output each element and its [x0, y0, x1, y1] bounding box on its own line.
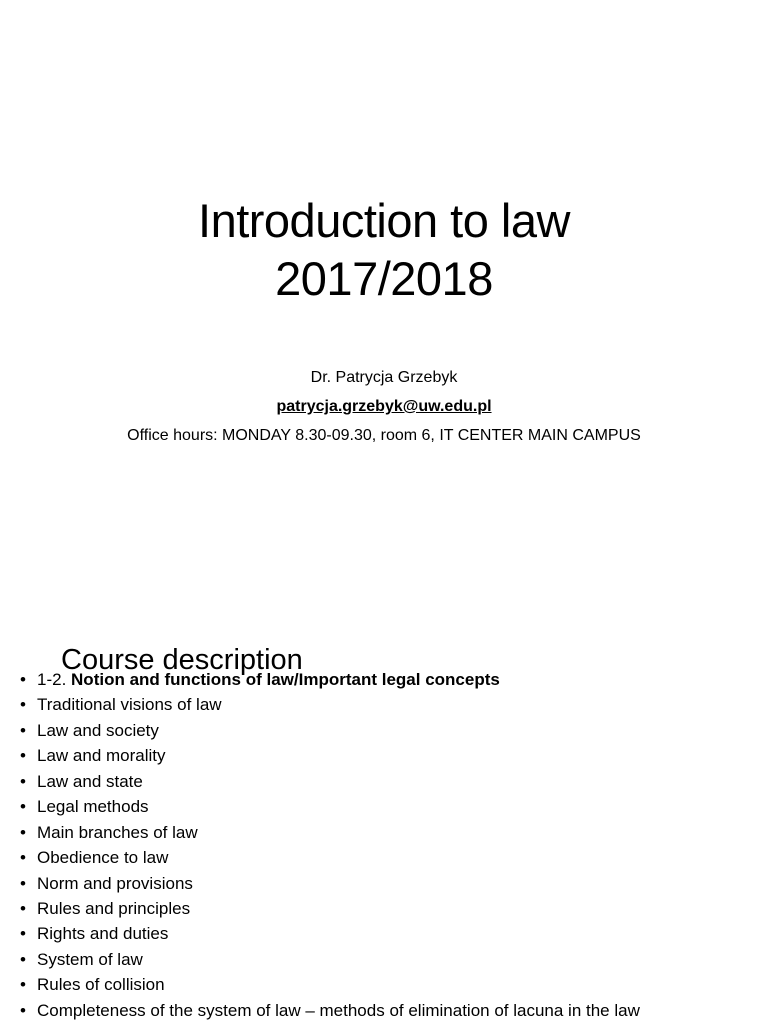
- bullet-icon: •: [20, 924, 26, 944]
- bullet-icon: •: [20, 949, 26, 969]
- item-text: Obedience to law: [37, 848, 169, 868]
- list-item: [20, 972, 640, 997]
- slide-title: [0, 192, 768, 308]
- list-item: [20, 743, 640, 768]
- bullet-icon: •: [20, 822, 26, 842]
- list-item: [20, 769, 640, 794]
- item-text: System of law: [37, 949, 143, 969]
- item-text: Traditional visions of law: [37, 695, 222, 715]
- item-text: Law and society: [37, 720, 159, 740]
- list-item: [20, 921, 640, 946]
- course-topic-list: [20, 667, 640, 1023]
- bullet-icon: •: [20, 720, 26, 740]
- list-item: [20, 896, 640, 921]
- author-block: [0, 363, 768, 450]
- item-bold-text: Notion and functions of law/Important legal concepts: [71, 670, 500, 689]
- bullet-icon: •: [20, 848, 26, 868]
- item-text: Rights and duties: [37, 924, 169, 944]
- bullet-icon: •: [20, 746, 26, 766]
- item-text: Main branches of law: [37, 822, 198, 842]
- item-text: Rules of collision: [37, 975, 165, 995]
- bullet-icon: •: [20, 670, 26, 689]
- list-item: [20, 820, 640, 845]
- bullet-icon: •: [20, 1000, 26, 1020]
- item-text: Completeness of the system of law – methods of elimination of lacuna in the law: [37, 1000, 640, 1020]
- bullet-icon: •: [20, 695, 26, 715]
- slide-title-line-1: Introduction to law: [198, 194, 570, 247]
- list-item: [20, 998, 640, 1023]
- list-item: [20, 692, 640, 717]
- item-text: Law and state: [37, 771, 143, 791]
- list-item: [20, 794, 640, 819]
- email-link[interactable]: patrycja.grzebyk@uw.edu.pl: [276, 398, 492, 415]
- item-text: Law and morality: [37, 746, 166, 766]
- item-text: Norm and provisions: [37, 873, 193, 893]
- course-description-heading: Course description: [61, 644, 303, 676]
- list-item: [20, 667, 640, 692]
- author-name: Dr. Patrycja Grzebyk: [310, 369, 458, 386]
- bullet-icon: •: [20, 797, 26, 817]
- bullet-icon: •: [20, 873, 26, 893]
- item-text: Legal methods: [37, 797, 149, 817]
- list-item: [20, 947, 640, 972]
- list-item: [20, 845, 640, 870]
- list-item: [20, 871, 640, 896]
- bullet-icon: •: [20, 898, 26, 918]
- item-number: 1-2.: [37, 670, 72, 689]
- slide-title-line-2: 2017/2018: [275, 252, 493, 305]
- bullet-icon: •: [20, 975, 26, 995]
- item-text: Rules and principles: [37, 898, 191, 918]
- office-hours: Office hours: MONDAY 8.30-09.30, room 6, IT CENTER MAIN CAMPUS: [127, 427, 641, 444]
- bullet-icon: •: [20, 771, 26, 791]
- list-item: [20, 718, 640, 743]
